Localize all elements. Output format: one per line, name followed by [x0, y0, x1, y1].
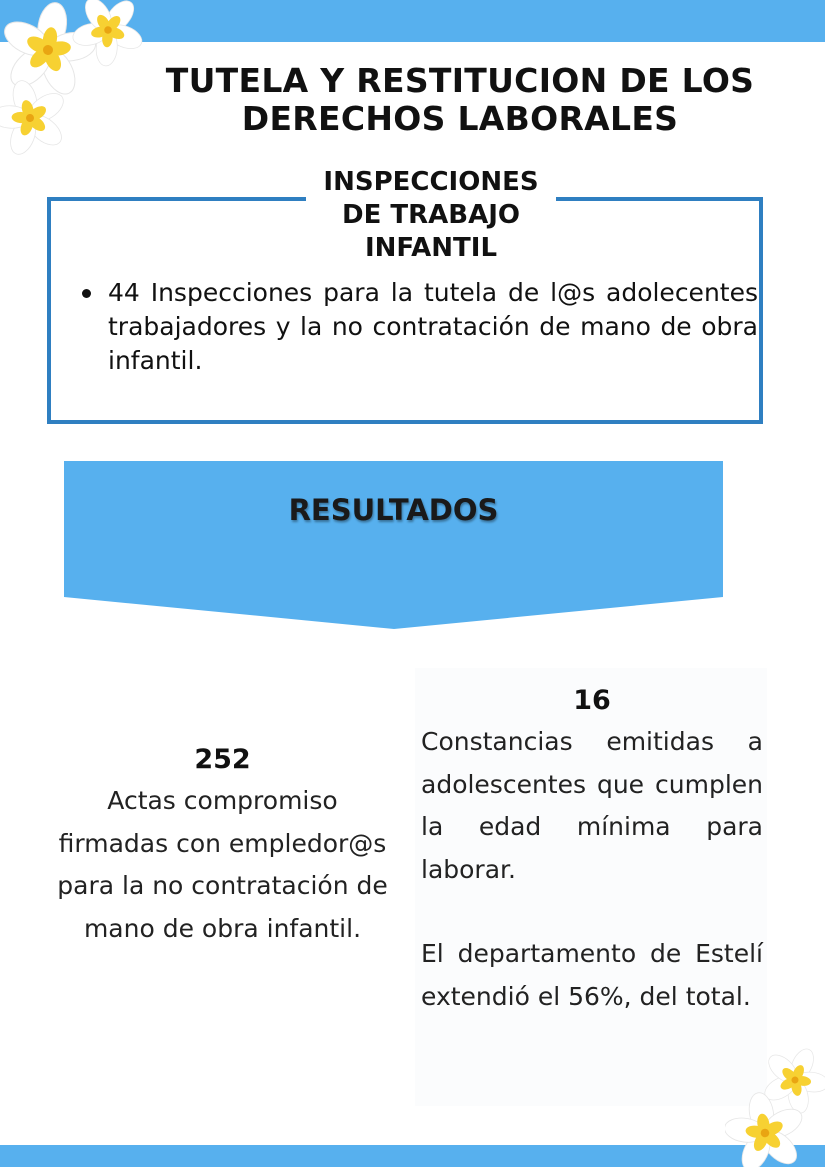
- stat-description: Actas compromiso firmadas con empledor@s para la no contratación de mano de obra infantil.: [57, 786, 388, 943]
- page-title: TUTELA Y RESTITUCION DE LOS DERECHOS LABORALES: [165, 61, 755, 138]
- results-banner: [64, 461, 723, 631]
- list-item: [80, 276, 758, 378]
- stat-actas: [50, 740, 395, 950]
- inspections-heading: INSPECCIONES DE TRABAJO INFANTIL: [306, 166, 556, 265]
- inspections-list: [80, 276, 758, 378]
- bottom-accent-bar: [0, 1145, 825, 1167]
- stat-number: 252: [194, 744, 251, 775]
- stat-number: 16: [573, 685, 611, 716]
- stat-constancias: [421, 681, 763, 1018]
- plumeria-flower-icon: [725, 1045, 825, 1167]
- stat-note: El departamento de Estelí extendió el 56%, del total.: [421, 939, 763, 1011]
- bullet-icon: [82, 289, 91, 298]
- stat-description: Constancias emitidas a adolescentes que cumplen la edad mínima para laborar.: [421, 727, 763, 884]
- plumeria-flower-icon: [0, 0, 145, 160]
- results-label: RESULTADOS: [288, 493, 499, 527]
- inspection-text: 44 Inspecciones para la tutela de l@s adolecentes trabajadores y la no contratación de mano de obra infantil.: [108, 278, 758, 375]
